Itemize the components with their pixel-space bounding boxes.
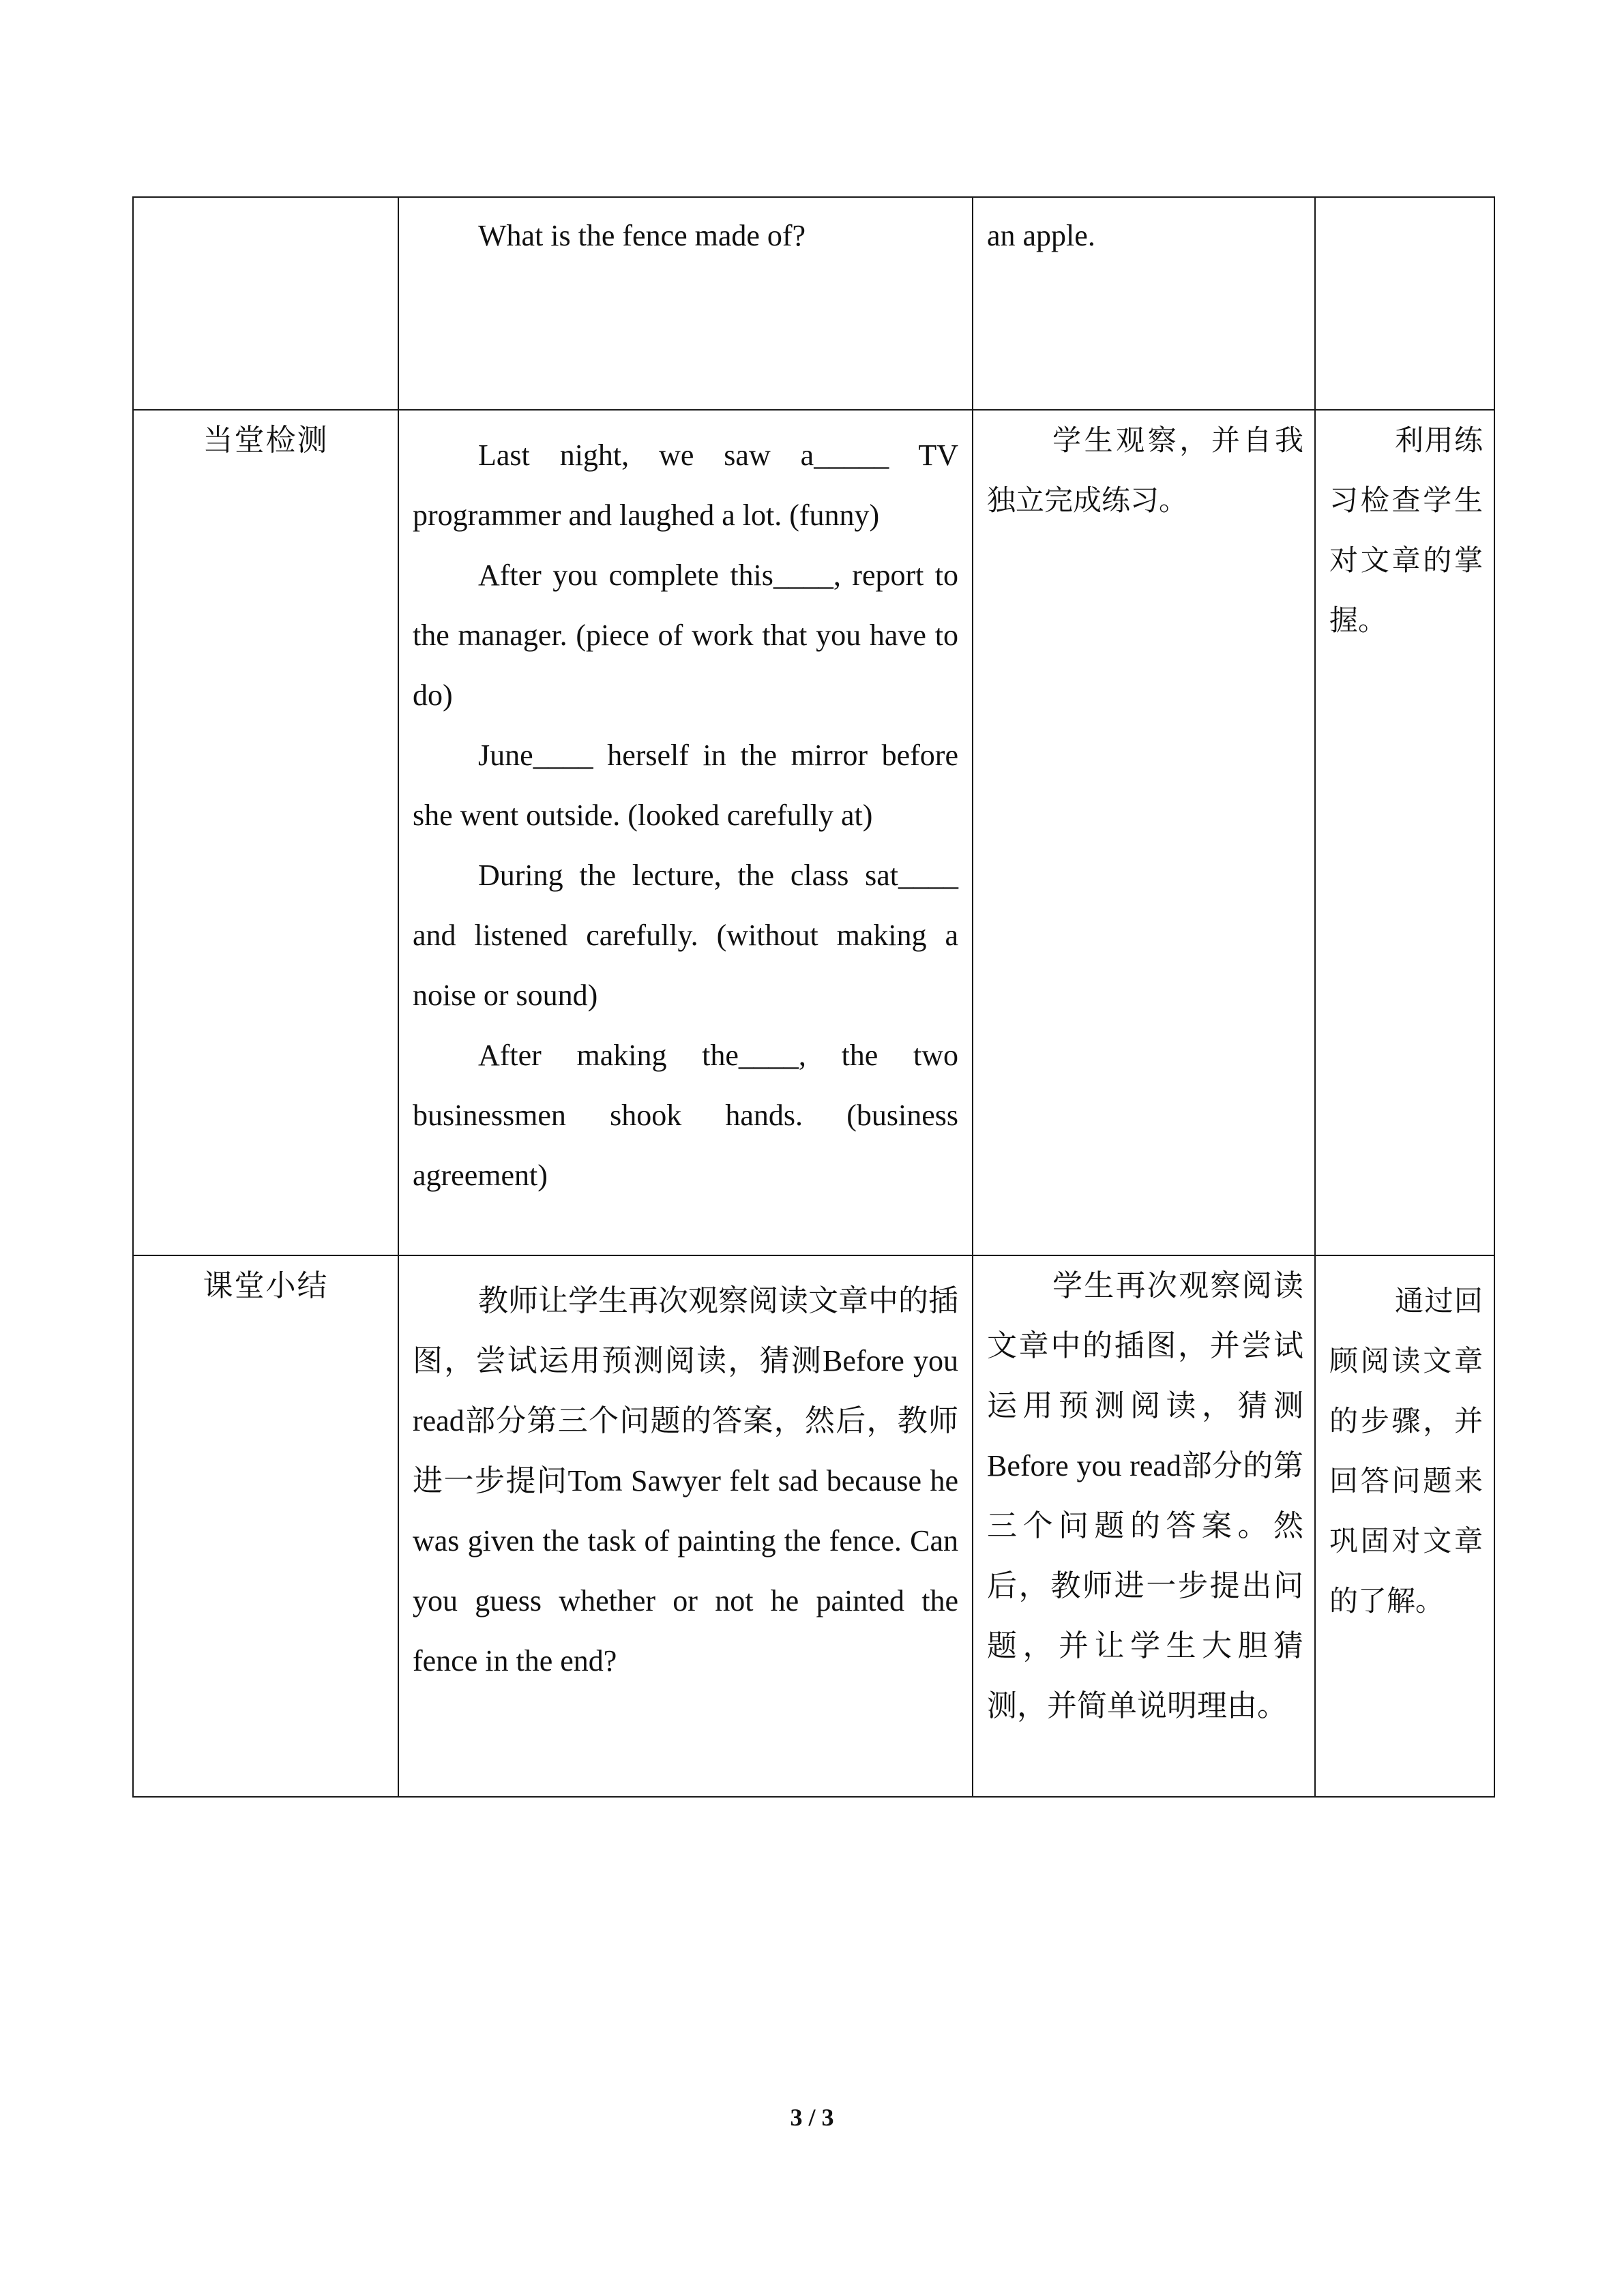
purpose-text: 通过回顾阅读文章的步骤，并回答问题来巩固对文章的了解。 (1329, 1284, 1483, 1617)
student-activity: 学生观察，并自我独立完成练习。 (987, 423, 1303, 517)
page-number: 3 / 3 (790, 2104, 834, 2131)
stage-label-cell (133, 197, 398, 410)
stage-label-cell (133, 410, 398, 1255)
teacher-activity: 教师让学生再次观察阅读文章中的插图，尝试运用预测阅读，猜测Before you read部分第三个问题的答案，然后，教师进一步提问Tom Sawyer felt sad because he was given the task of painting the fence. Can you guess whether or not he painted the fence in the end? (413, 1284, 958, 1678)
activity-cell (398, 197, 973, 410)
stage-label: 课堂小结 (203, 1268, 329, 1303)
question-text: What is the fence made of? (478, 219, 806, 252)
exercise-item: After you complete this____, report to the manager. (piece of work that you have to do) (413, 558, 958, 712)
stage-label: 当堂检测 (203, 423, 329, 458)
purpose-text: 利用练习检查学生对文章的掌握。 (1329, 423, 1483, 637)
student-cell (973, 1255, 1315, 1797)
student-cell (973, 410, 1315, 1255)
purpose-cell (1315, 410, 1494, 1255)
table-row (133, 410, 1494, 1255)
activity-cell (398, 410, 973, 1255)
stage-label-cell (133, 1255, 398, 1797)
exercise-item: June____ herself in the mirror before she went outside. (looked carefully at) (413, 739, 958, 832)
student-cell (973, 197, 1315, 410)
exercise-item: During the lecture, the class sat____ and listened carefully. (without making a noise or sound) (413, 859, 958, 1012)
purpose-cell (1315, 1255, 1494, 1797)
lesson-plan-table (132, 196, 1495, 1798)
exercise-item: Last night, we saw a_____ TV programmer and laughed a lot. (funny) (413, 438, 958, 532)
exercise-item: After making the____, the two businessmen shook hands. (business agreement) (413, 1039, 958, 1192)
student-activity: 学生再次观察阅读文章中的插图，并尝试运用预测阅读，猜测Before you read部分的第三个问题的答案。然后，教师进一步提出问题，并让学生大胆猜测，并简单说明理由。 (987, 1269, 1303, 1723)
purpose-cell (1315, 197, 1494, 410)
table-row (133, 197, 1494, 410)
table-row (133, 1255, 1494, 1797)
student-answer: an apple. (987, 219, 1095, 252)
activity-cell (398, 1255, 973, 1797)
